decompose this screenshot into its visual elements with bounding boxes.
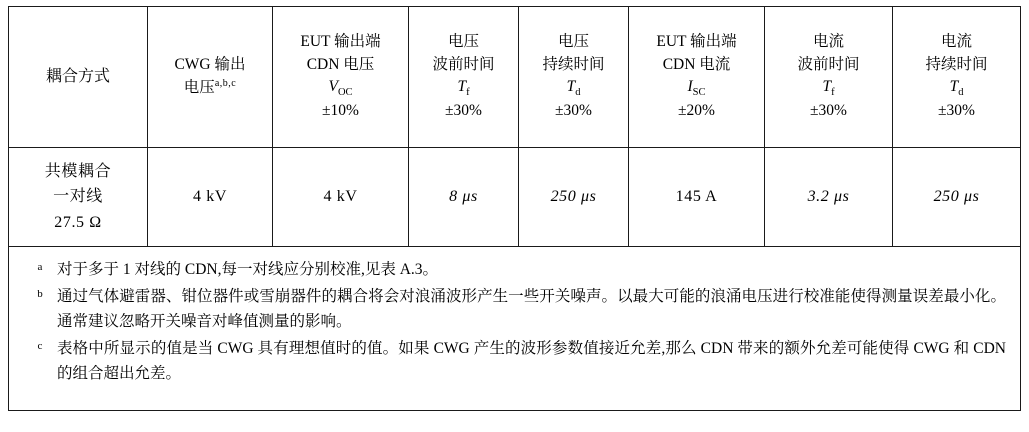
tolerance-td-voltage: ±30% [555, 102, 592, 120]
cell-current-duration: 250 μs [893, 148, 1021, 247]
symbol-td-voltage: T [566, 78, 576, 96]
symbol-voc: V [328, 78, 338, 96]
footnote-text-c: 表格中所显示的值是当 CWG 具有理想值时的值。如果 CWG 产生的波形参数值接近允差,那么 CDN 带来的额外允差可能使得 CWG 和 CDN 的组合超出允差。 [57, 340, 1006, 383]
cell-voltage-duration: 250 μs [519, 148, 629, 247]
symbol-tf-current: T [822, 78, 832, 96]
footnote-b [23, 284, 1006, 334]
header-cwg-output-voltage: CWG 输出 电压$^{a,b,c}$ [148, 7, 273, 148]
tolerance-isc: ±20% [678, 102, 715, 120]
footnote-c [23, 336, 1006, 386]
cell-voltage-front-time: 8 μs [409, 148, 519, 247]
table-row [9, 148, 1021, 247]
cell-cwg-output-voltage: 4 kV [148, 148, 273, 247]
table-footnotes [8, 247, 1021, 411]
table-header-row [9, 7, 1021, 148]
tolerance-tf-voltage: ±30% [445, 102, 482, 120]
header-voltage-front-time: 电压 波前时间 $T_f$ ±30% [409, 7, 519, 148]
footnote-text-b: 通过气体避雷器、钳位器件或雪崩器件的耦合将会对浪涌波形产生一些开关噪声。以最大可能的浪涌电压进行校准能使得测量误差最小化。通常建议忽略开关噪音对峰值测量的影响。 [57, 288, 1006, 331]
footnote-text-a: 对于多于 1 对线的 CDN,每一对线应分别校准,见表 A.3。 [57, 261, 439, 278]
symbol-isc: I [687, 78, 693, 96]
symbol-tf-voltage: T [457, 78, 467, 96]
symbol-td-current: T [949, 78, 959, 96]
header-cdn-current: EUT 输出端 CDN 电流 $I_{SC}$ ±20% [629, 7, 765, 148]
cell-current-front-time: 3.2 μs [765, 148, 893, 247]
header-coupling-mode: 耦合方式 [9, 7, 148, 148]
header-voltage-duration: 电压 持续时间 $T_d$ ±30% [519, 7, 629, 148]
specification-table [8, 6, 1021, 247]
header-footnote-refs: a,b,c [214, 77, 237, 89]
header-current-duration: 电流 持续时间 $T_d$ ±30% [893, 7, 1021, 148]
tolerance-tf-current: ±30% [810, 102, 847, 120]
footnote-mark-a: a [37, 261, 43, 273]
footnote-mark-b: b [37, 288, 43, 301]
tolerance-voc: ±10% [322, 102, 359, 120]
cell-coupling-mode: 共模耦合 一对线 27.5 Ω [9, 148, 148, 247]
header-current-front-time: 电流 波前时间 $T_f$ ±30% [765, 7, 893, 148]
footnote-mark-c: c [37, 340, 43, 353]
header-cdn-voltage: EUT 输出端 CDN 电压 $V_{OC}$ ±10% [273, 7, 409, 148]
cell-cdn-current: 145 A [629, 148, 765, 247]
cell-cdn-voltage: 4 kV [273, 148, 409, 247]
footnote-a [23, 257, 1006, 282]
tolerance-td-current: ±30% [938, 102, 975, 120]
